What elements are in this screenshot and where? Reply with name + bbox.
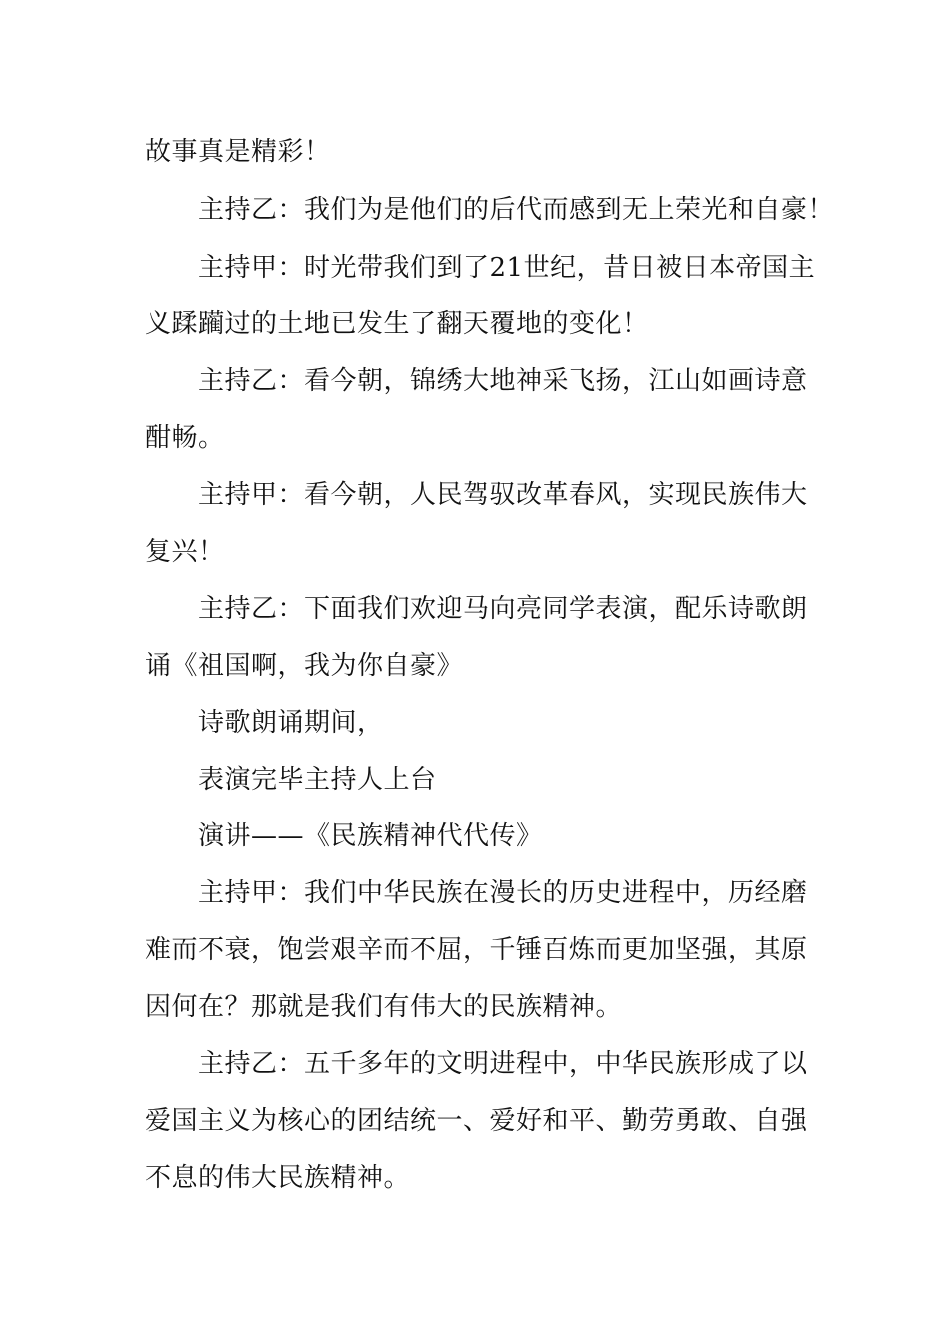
text-line: 义蹂躏过的土地已发生了翻天覆地的变化！ [145,309,649,339]
text-line: 主持乙：下面我们欢迎马向亮同学表演，配乐诗歌朗 [198,594,808,624]
text-line: 因何在？那就是我们有伟大的民族精神。 [145,992,623,1022]
text-line: 不息的伟大民族精神。 [145,1163,411,1193]
text-line: 复兴！ [145,537,225,567]
text-line: 难而不衰，饱尝艰辛而不屈，千锤百炼而更加坚强，其原 [145,935,808,965]
text-line: 爱国主义为核心的团结统一、爱好和平、勤劳勇敢、自强 [145,1106,808,1136]
text-line: 表演完毕主持人上台 [198,765,437,795]
text-line: 主持乙：五千多年的文明进程中，中华民族形成了以 [198,1049,808,1079]
text-line: 演讲——《民族精神代代传》 [198,821,543,851]
text-line: 诵《祖国啊，我为你自豪》 [145,651,464,681]
text-line: 主持乙：我们为是他们的后代而感到无上荣光和自豪！ [198,195,835,225]
text-line: 主持乙：看今朝，锦绣大地神采飞扬，江山如画诗意 [198,366,808,396]
text-line: 主持甲：时光带我们到了21世纪，昔日被日本帝国主 [198,253,816,283]
text-line: 诗歌朗诵期间， [198,708,384,738]
text-line: 主持甲：我们中华民族在漫长的历史进程中，历经磨 [198,878,808,908]
text-line: 主持甲：看今朝，人民驾驭改革春风，实现民族伟大 [198,480,808,510]
text-line: 故事真是精彩！ [145,137,331,167]
text-line: 酣畅。 [145,423,225,453]
